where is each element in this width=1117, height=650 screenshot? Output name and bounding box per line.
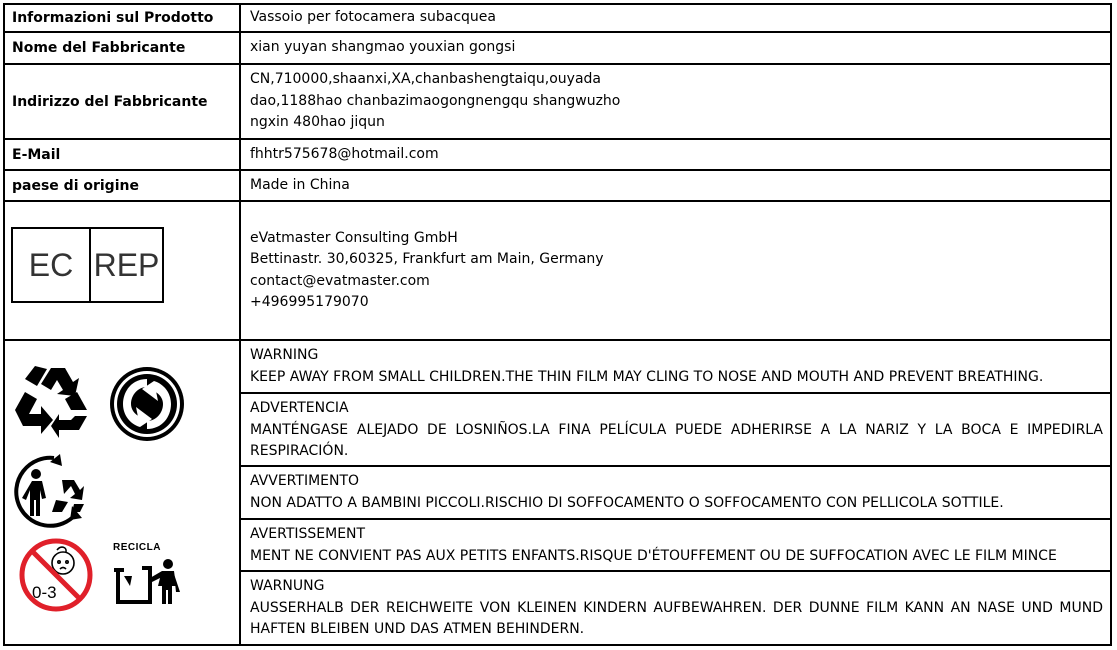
- recicla-icon: [112, 556, 182, 608]
- ec-rep-address: Bettinastr. 30,60325, Frankfurt am Main, Germany: [250, 251, 604, 267]
- triman-icon: [10, 452, 92, 528]
- product-label: Informazioni sul Prodotto: [12, 10, 214, 26]
- address-line: dao,1188hao chanbazimaogongnengqu shangwuzho: [250, 92, 621, 109]
- ec-rep-details: [241, 202, 1111, 339]
- address-line: ngxin 480hao jiqun: [250, 114, 385, 131]
- warning-fr: [241, 520, 1111, 570]
- warning-it: [241, 467, 1111, 518]
- warning-title: WARNUNG: [250, 578, 325, 594]
- warning-text: MANTÉNGASE ALEJADO DE LOSNIÑOS.LA FINA PELÍCULA PUEDE ADHERIRSE A LA NARIZ Y LA BOCA E IMPEDIRLA RESPIRACIÓN.: [250, 421, 1103, 459]
- ec-rep-mark-left: EC: [13, 229, 91, 301]
- ec-rep-email: contact@evatmaster.com: [250, 272, 430, 289]
- warning-title: ADVERTENCIA: [250, 400, 349, 416]
- address-label: Indirizzo del Fabbricante: [12, 93, 208, 110]
- age-warning-text: 0-3: [32, 583, 57, 602]
- email-value: fhhtr575678@hotmail.com: [250, 145, 439, 162]
- email-label: E-Mail: [12, 146, 61, 163]
- recycle-icon: [11, 364, 91, 442]
- warning-title: AVERTISSEMENT: [250, 526, 366, 542]
- product-value: Vassoio per fotocamera subacquea: [250, 9, 496, 26]
- manufacturer-label: Nome del Fabbricante: [12, 40, 186, 56]
- warning-es: [241, 394, 1111, 465]
- ec-rep-company: eVatmaster Consulting GmbH: [250, 229, 458, 246]
- address-line: CN,710000,shaanxi,XA,chanbashengtaiqu,ouyada: [250, 71, 601, 88]
- warning-de: [241, 572, 1111, 644]
- warning-text: AUSSERHALB DER REICHWEITE VON KLEINEN KINDERN AUFBEWAHREN. DER DUNNE FILM KANN AN NASE UND MUND HAFTEN BLEIBEN UND DAS ATMEN BEHINDERN.: [250, 599, 1103, 637]
- origin-value: Made in China: [250, 176, 350, 193]
- ec-rep-mark: [11, 227, 164, 303]
- age-warning-icon: [17, 537, 95, 613]
- warning-title: AVVERTIMENTO: [250, 473, 360, 489]
- warning-text: MENT NE CONVIENT PAS AUX PETITS ENFANTS.RISQUE D'ÉTOUFFEMENT OU DE SUFFOCATION AVEC LE FILM MINCE: [250, 547, 1057, 564]
- warning-text: NON ADATTO A BAMBINI PICCOLI.RISCHIO DI SOFFOCAMENTO O SOFFOCAMENTO CON PELLICOLA SOTTILE.: [250, 494, 1004, 511]
- origin-label: paese di origine: [12, 177, 139, 194]
- address-value: [241, 65, 1111, 138]
- manufacturer-value: xian yuyan shangmao youxian gongsi: [250, 39, 516, 56]
- ec-rep-mark-right: REP: [93, 246, 160, 283]
- warning-text: KEEP AWAY FROM SMALL CHILDREN.THE THIN FILM MAY CLING TO NOSE AND MOUTH AND PREVENT BREATHING.: [250, 368, 1044, 385]
- ec-rep-phone: +496995179070: [250, 294, 369, 310]
- warning-en: [241, 341, 1111, 392]
- warning-title: WARNING: [250, 347, 319, 363]
- green-dot-icon: [108, 365, 186, 443]
- recicla-label: RECICLA: [113, 542, 161, 553]
